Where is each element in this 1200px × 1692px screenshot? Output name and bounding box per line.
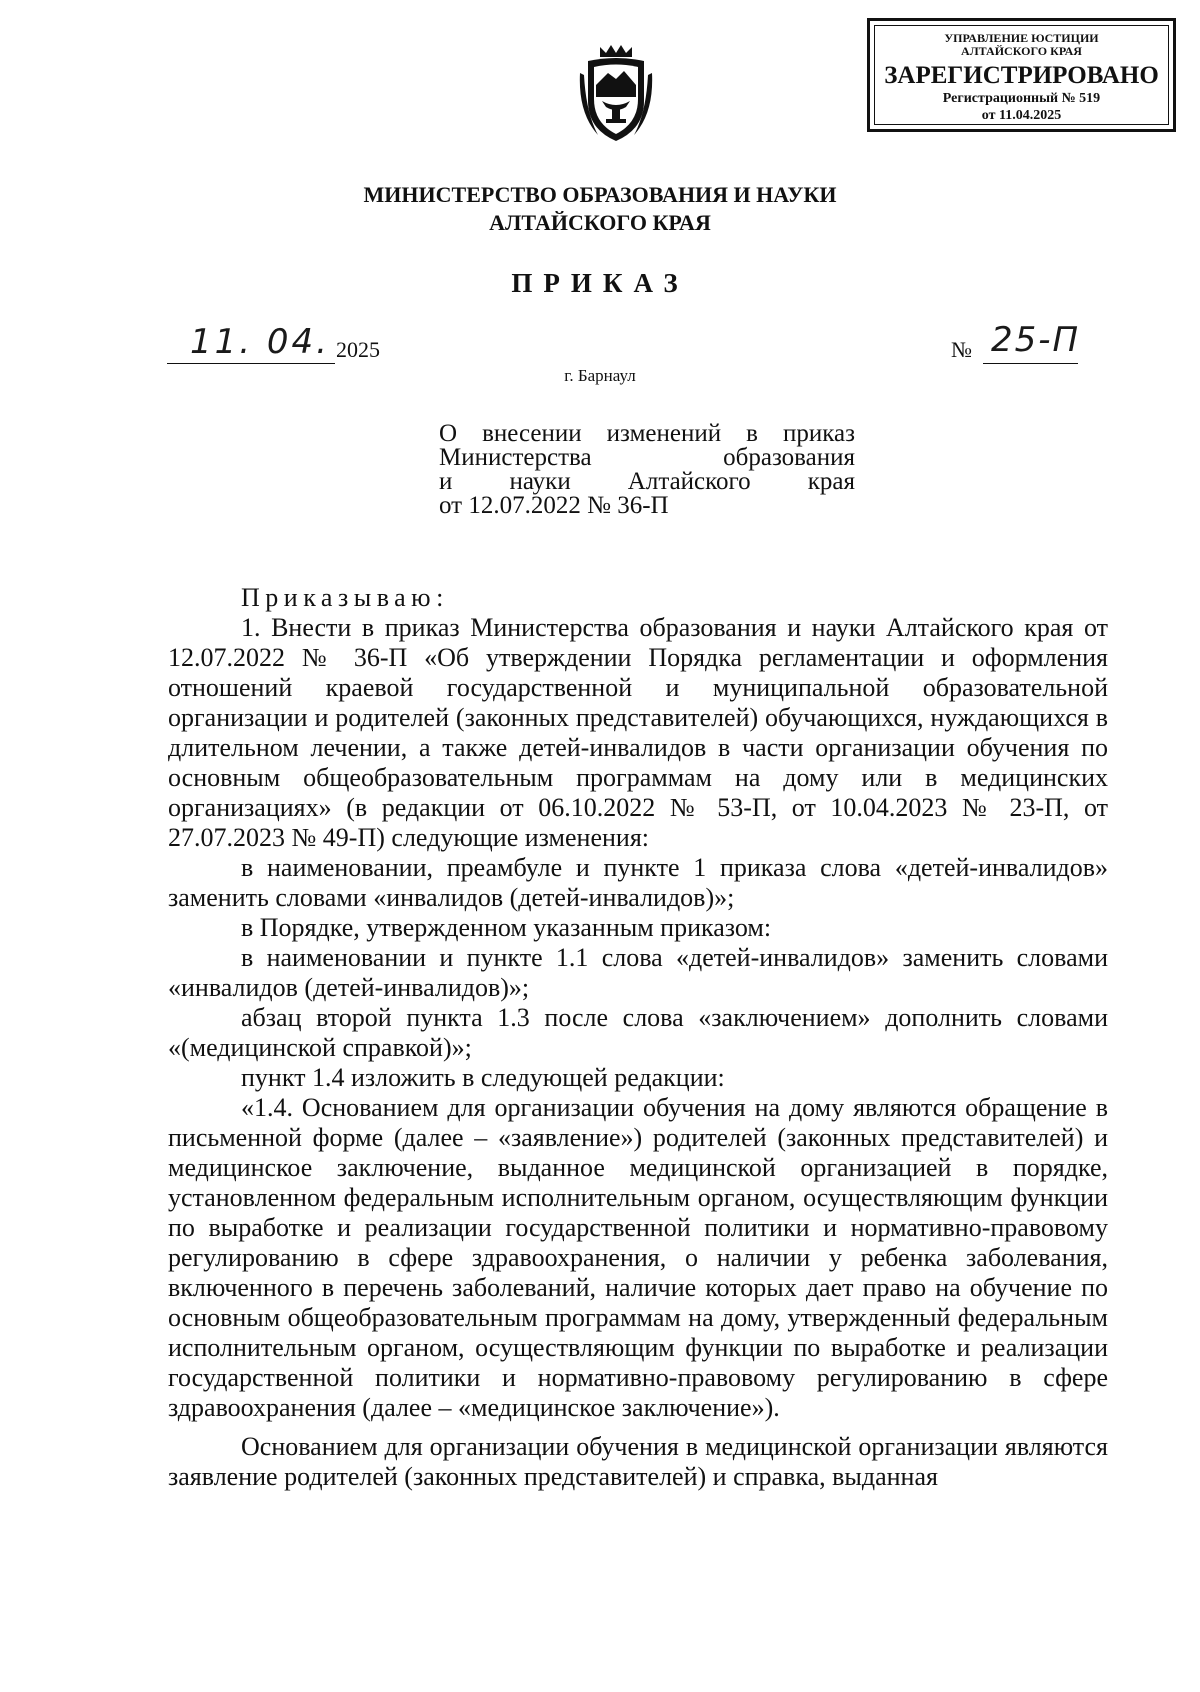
ministry-name: [0, 181, 1200, 237]
stamp-inner-frame: [874, 25, 1169, 125]
stamp-status: ЗАРЕГИСТРИРОВАНО: [884, 62, 1159, 89]
paragraph-6: пункт 1.4 изложить в следующей редакции:: [241, 1063, 725, 1092]
ministry-line-1: МИНИСТЕРСТВО ОБРАЗОВАНИЯ И НАУКИ: [363, 182, 837, 207]
paragraph-1: 1. Внести в приказ Министерства образования и науки Алтайского края от 12.07.2022 № 36-П «Об утверждении Порядка регламентации и оформления отношений краевой государственной и муниципальной образовательной организации и родителей (законных представителей) обучающихся, нуждающихся в длительном лечении, а также детей-инвалидов в части организации обучения по основным общеобразовательным программам на дому или в медицинских организациях» (в редакции от 06.10.2022 № 53-П, от 10.04.2023 № 23-П, от 27.07.2023 № 49-П) следующие изменения:: [168, 613, 1108, 852]
order-title: ПРИКАЗ: [511, 268, 689, 298]
paragraph-2: в наименовании, преамбуле и пункте 1 приказа слова «детей-инвалидов» заменить словами «инвалидов (детей-инвалидов)»;: [168, 853, 1108, 912]
paragraph-4: в наименовании и пункте 1.1 слова «детей-инвалидов» заменить словами «инвалидов (детей-инвалидов)»;: [168, 943, 1108, 1002]
stamp-org: УПРАВЛЕНИЕ ЮСТИЦИИ АЛТАЙСКОГО КРАЯ: [944, 31, 1099, 58]
handwritten-order-number: 25-П: [991, 320, 1081, 360]
subject-line-3: и науки Алтайского края: [439, 468, 855, 495]
handwritten-date: 11. 04.: [190, 322, 330, 362]
paragraph-7: «1.4. Основанием для организации обучения на дому являются обращение в письменной форме (далее – «заявление») родителей (законных представителей) и медицинское заключение, выданное медицинской организацией в порядке, установленном федеральным исполнительным органом, осуществляющим функции по выработке и реализации государственной политики и нормативно-правовому регулированию в сфере здравоохранения, о наличии у ребенка заболевания, включенного в перечень заболеваний, наличие которых дает право на обучение по основным общеобразовательным программам на дому, утвержденный федеральным исполнительным органом, осуществляющим функции по выработке и реализации государственной политики и нормативно-правовому регулированию в сфере здравоохранения (далее – «медицинское заключение»).: [168, 1093, 1108, 1422]
paragraph-8: Основанием для организации обучения в медицинской организации являются заявление родителей (законных представителей) и справка, выданная: [168, 1432, 1108, 1491]
subject-line-4: от 12.07.2022 № 36-П: [439, 492, 669, 519]
order-subject: [439, 422, 855, 518]
date-year: 2025: [336, 337, 380, 362]
coat-of-arms-icon: [578, 43, 654, 147]
subject-line-2: Министерства образования: [439, 444, 855, 471]
city: г. Барнаул: [564, 366, 636, 385]
stamp-reg-number: Регистрационный № 519: [942, 91, 1101, 106]
order-directive: Приказываю:: [241, 583, 449, 612]
ministry-line-2: АЛТАЙСКОГО КРАЯ: [489, 210, 711, 235]
number-sign: №: [951, 337, 972, 362]
stamp-reg-date: от 11.04.2025: [981, 108, 1062, 123]
subject-line-1: О внесении изменений в приказ: [439, 420, 855, 447]
paragraph-5: абзац второй пункта 1.3 после слова «заключением» дополнить словами «(медицинской справкой)»;: [168, 1003, 1108, 1062]
registration-stamp: [867, 18, 1176, 132]
paragraph-3: в Порядке, утвержденном указанным приказом:: [241, 913, 772, 942]
order-body: [168, 583, 1108, 1492]
